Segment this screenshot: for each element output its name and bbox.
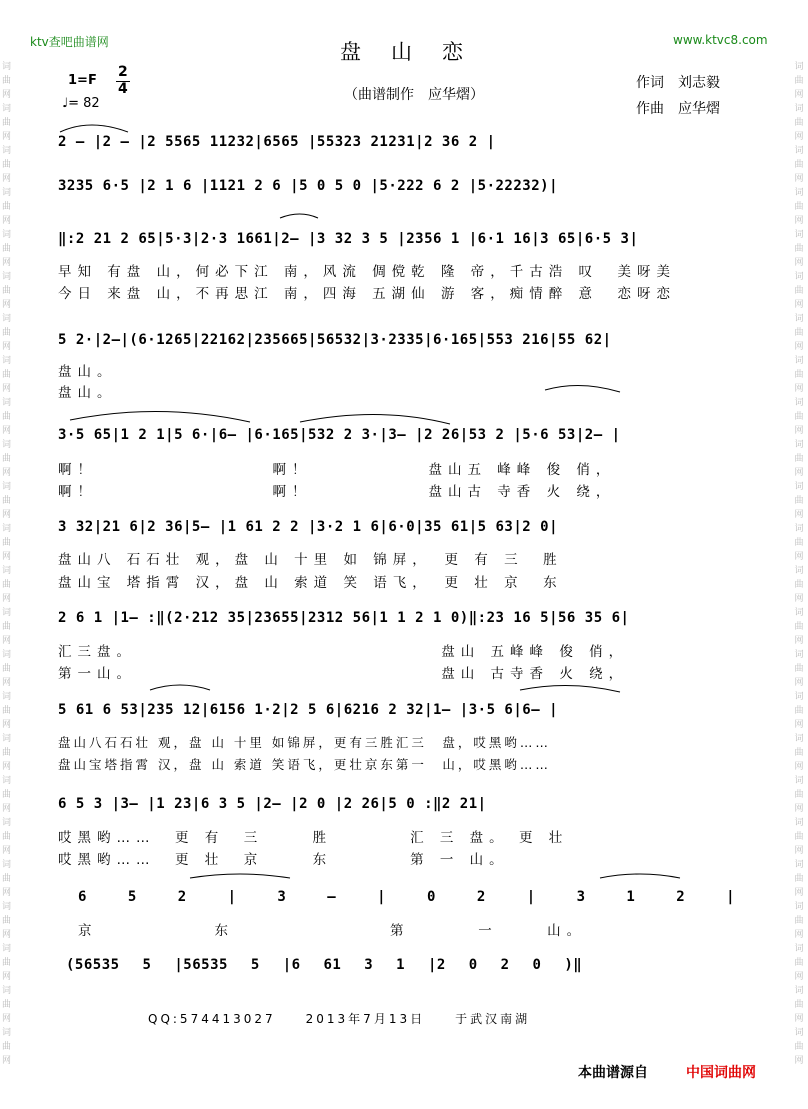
score-line-7: 2 6 1 |1— :‖(2·212 35|23655|2312 56|1 1 2 1 0)‖:23 16 5|56 35 6|: [58, 610, 630, 626]
time-signature-top: 2: [118, 64, 128, 80]
lyric-line-5b: 啊！ 啊！ 盘山古 寺香 火 绕，: [58, 484, 616, 500]
score-line-5: 3·5 65|1 2 1|5 6·|6— |6·165|532 2 3·|3— |2 26|53 2 |5·6 53|2— |: [58, 427, 621, 443]
score-line-8: 5 61 6 53|235 12|6156 1·2|2 5 6|6216 2 32|1— |3·5 6|6— |: [58, 702, 559, 718]
source-site-link[interactable]: 中国词曲网: [686, 1065, 756, 1081]
lyric-line-4a: 盘山。: [58, 364, 117, 380]
lyric-line-6a: 盘山八 石石壮 观，盘 山 十里 如 锦屏， 更 有 三 胜: [58, 552, 563, 568]
lyric-line-3a: 早知 有盘 山，何必下江 南，风流 倜傥乾 隆 帝，千古浩 叹 美呀美: [58, 264, 677, 280]
lyric-line-5a: 啊！ 啊！ 盘山五 峰峰 俊 俏，: [58, 462, 616, 478]
song-title: 盘山恋: [340, 40, 493, 64]
footer-info: QQ:574413027 2013年7月13日 于武汉南湖: [148, 1012, 531, 1026]
score-maker: （曲谱制作 应华熠）: [344, 87, 484, 103]
composer-credit: 作曲 应华熠: [636, 101, 720, 117]
lyric-line-9b: 哎黑哟…… 更 壮 京 东 第 一 山。: [58, 852, 509, 868]
site-name-left[interactable]: ktv查吧曲谱网: [30, 35, 109, 49]
tempo-mark: ♩= 82: [62, 96, 100, 111]
lyric-line-6b: 盘山宝 塔指霄 汉，盘 山 索道 笑 语飞， 更 壮 京 东: [58, 575, 563, 591]
side-watermark-right: 词曲网词曲网词曲网词曲网词曲网词曲网词曲网词曲网词曲网词曲网词曲网词曲网词曲网词曲网词曲网词曲网词曲网词曲网词曲网词曲网词曲网词曲网词曲网词曲网: [794, 62, 804, 1066]
score-line-1: 2 — |2 — |2 5565 11232|6565 |55323 21231|2 36 2 |: [58, 134, 496, 150]
score-line-4: 5 2·|2—|(6·1265|22162|235665|56532|3·2335|6·165|553 216|55 62|: [58, 332, 612, 348]
lyricist-credit: 作词 刘志毅: [636, 75, 720, 91]
lyric-line-10: 京 东 第 一 山。: [78, 923, 587, 939]
lyric-line-7a: 汇三盘。 盘山 五峰峰 俊 俏，: [58, 644, 629, 660]
score-line-11: (56535 5 |56535 5 |6 61 3 1 |2 0 2 0 )‖: [66, 957, 583, 973]
lyric-line-7b: 第一山。 盘山 古寺香 火 绕，: [58, 666, 629, 682]
score-line-6: 3 32|21 6|2 36|5— |1 61 2 2 |3·2 1 6|6·0|35 61|5 63|2 0|: [58, 519, 559, 535]
time-signature-bottom: 4: [118, 81, 128, 97]
lyric-line-4b: 盘山。: [58, 385, 117, 401]
side-watermark-left: 词曲网词曲网词曲网词曲网词曲网词曲网词曲网词曲网词曲网词曲网词曲网词曲网词曲网词曲网词曲网词曲网词曲网词曲网词曲网词曲网词曲网词曲网词曲网词曲网: [2, 62, 12, 1066]
key-signature: 1=F: [68, 73, 97, 88]
source-label: 本曲谱源自: [578, 1065, 648, 1081]
lyric-line-9a: 哎黑哟…… 更 有 三 胜 汇 三 盘。 更 壮: [58, 830, 569, 846]
score-line-2: 3235 6·5 |2 1 6 |1121 2 6 |5 0 5 0 |5·222 6 2 |5·22232)|: [58, 178, 559, 194]
lyric-line-8b: 盘山宝塔指霄 汉，盘 山 索道 笑语飞，更壮京东第一 山，哎黑哟……: [58, 757, 551, 772]
site-url-right[interactable]: www.ktvc8.com: [673, 33, 768, 47]
score-line-3: ‖:2 21 2 65|5·3|2·3 1661|2— |3 32 3 5 |2356 1 |6·1 16|3 65|6·5 3|: [58, 231, 639, 247]
score-line-10: 6 5 2 | 3 — | 0 2 | 3 1 2 |: [78, 889, 736, 905]
lyric-line-3b: 今日 来盘 山，不再思江 南，四海 五湖仙 游 客，痴情醉 意 恋呀恋: [58, 286, 677, 302]
score-line-9: 6 5 3 |3— |1 23|6 3 5 |2— |2 0 |2 26|5 0 :‖2 21|: [58, 796, 487, 812]
lyric-line-8a: 盘山八石石壮 观，盘 山 十里 如锦屏，更有三胜汇三 盘，哎黑哟……: [58, 735, 551, 750]
